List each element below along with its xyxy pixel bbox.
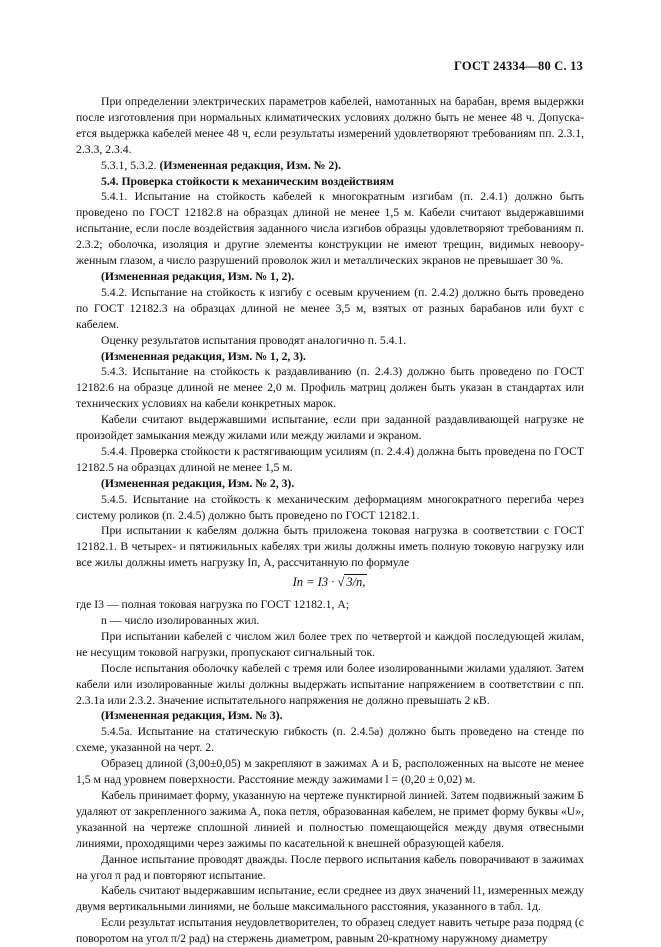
document-body	[76, 94, 584, 947]
paragraph: Если результат испытания неудовлетворителен, то образец следует навить четыре раза подряд (с поворотом на угол π/2 рад) на стержень диаметром, равным 20-кратному наружному диаметру	[76, 916, 584, 946]
amendment-note: (Измененная редакция, Изм. № 1, 2, 3).	[101, 349, 306, 363]
paragraph: Кабель считают выдержавшим испытание, если среднее из двух значений l1, измеренных между двумя вертикальными линиями, не больше максимального расстояния, указанного в табл. 1д.	[76, 884, 584, 914]
paragraph: 5.4.5а. Испытание на статическую гибкость (п. 2.4.5а) должно быть проведено на стенде по схеме, указанной на черт. 2.	[76, 725, 584, 755]
formula	[76, 575, 584, 591]
page-header: ГОСТ 24334—80 С. 13	[454, 59, 583, 73]
paragraph: Оценку результатов испытания проводят аналогично п. 5.4.1.	[101, 333, 407, 347]
paragraph: При определении электрических параметров кабелей, намотанных на барабан, время выдержки после изготовления при нормальных климатических условиях должно быть не менее 48 ч. Допускается выдержка кабелей менее 48 ч, если результаты измерений удовлетворяют требованиям пп. 2.3.1, 2.3.3, 2.3.4.	[76, 95, 584, 156]
paragraph: где I3 — полная токовая нагрузка по ГОСТ 12182.1, А;	[76, 598, 350, 612]
paragraph: 5.4.5. Испытание на стойкость к механическим деформациям многократного перегиба через систему роликов (п. 2.4.5) должно быть проведено по ГОСТ 12182.1.	[76, 492, 584, 522]
paragraph: Кабель принимает форму, указанную на чертеже пунктирной линией. Затем подвижный зажим Б удаляют от закрепленного зажима А, пока петля, образованная кабелем, не примет форму буквы «U», указанной на чертеже сплошной линией и полностью помещающейся между двумя отвесными линиями, проходящими через зажимы по касательной к внешней образующей кабеля.	[76, 788, 584, 850]
paragraph: n — число изолированных жил.	[101, 614, 260, 627]
paragraph: При испытании к кабелям должна быть приложена токовая нагрузка в соответствии с ГОСТ 12182.1. В четырех- и пятижильных кабелях три жилы должны иметь полную токовую нагрузку или все жилы должны иметь нагрузку Iп, А, рассчитанную по формуле	[76, 524, 584, 570]
formula-lhs: Iп = I3 ·	[292, 575, 335, 590]
paragraph: 5.4.3. Испытание на стойкость к раздавливанию (п. 2.4.3) должно быть проведено по ГОСТ 12182.6 на образце длиной не менее 2,0 м. Профиль матриц должен быть указан в стандартах или технических условиях на кабели конкретных марок.	[76, 365, 584, 411]
paragraph: 5.4.2. Испытание на стойкость к изгибу с осевым кручением (п. 2.4.2) должно быть проведено по ГОСТ 12182.3 на образцах длиной не менее 3,5 м, взятых от разных барабанов или бухт с кабелем.	[76, 285, 584, 331]
paragraph: При испытании кабелей с числом жил более трех по четвертой и каждой последующей жилам, не несущим токовой нагрузки, пропускают сигнальный ток.	[76, 629, 584, 659]
sqrt-symbol: √ 3/n,	[337, 575, 366, 590]
paragraph: Данное испытание проводят дважды. После первого испытания кабель поворачивают в зажимах на угол π рад и повторяют испытание.	[76, 852, 584, 882]
paragraph: Образец длиной (3,00±0,05) м закрепляют в зажимах А и Б, расположенных на высоте не менее 1,5 м над уровнем поверхности. Расстояние между зажимами l = (0,20 ± 0,02) м.	[76, 757, 584, 787]
amendment-note: (Измененная редакция, Изм. № 2, 3).	[101, 476, 295, 490]
amendment-note: (Измененная редакция, Изм. № 2).	[159, 158, 341, 172]
paragraph: 5.4.1. Испытание на стойкость кабелей к многократным изгибам (п. 2.4.1) должно быть проведено по ГОСТ 12182.8 на образцах длиной не менее 1,5 м. Кабели считают выдержавшими испытание, если после воздействия заданного числа изгибов образцы удовлетворяют требованиям п. 2.3.2; оболочка, изоляция и другие элементы конструкции не имеют трещин, видимых невооруженным глазом, а число разрушений проволок жил и металлических экранов не превышает 30 %.	[76, 190, 584, 268]
amendment-note: (Измененная редакция, Изм. № 1, 2).	[101, 269, 295, 283]
formula-radicand: 3/n,	[346, 575, 366, 590]
section-heading: 5.4. Проверка стойкости к механическим воздействиям	[101, 174, 394, 188]
paragraph: 5.4.4. Проверка стойкости к растягивающим усилиям (п. 2.4.4) должна быть проведена по ГОСТ 12182.5 на образцах длиной не менее 1,5 м.	[76, 444, 584, 474]
paragraph: Кабели считают выдержавшими испытание, если при заданной раздавливающей нагрузке не произойдет замыкания между жилами или между жилами и экраном.	[76, 413, 584, 443]
paragraph: После испытания оболочку кабелей с тремя или более изолированными жилами удаляют. Затем кабели или изолированные жилы должны выдержать испытание напряжением в соответствии с пп. 2.3.1а или 2.3.2. Значение испытательного напряжения не должно превышать 2 кВ.	[76, 661, 584, 707]
paragraph: 5.3.1, 5.3.2. (Измененная редакция, Изм. № 2).	[101, 158, 341, 172]
amendment-note: (Измененная редакция, Изм. № 3).	[101, 709, 283, 723]
